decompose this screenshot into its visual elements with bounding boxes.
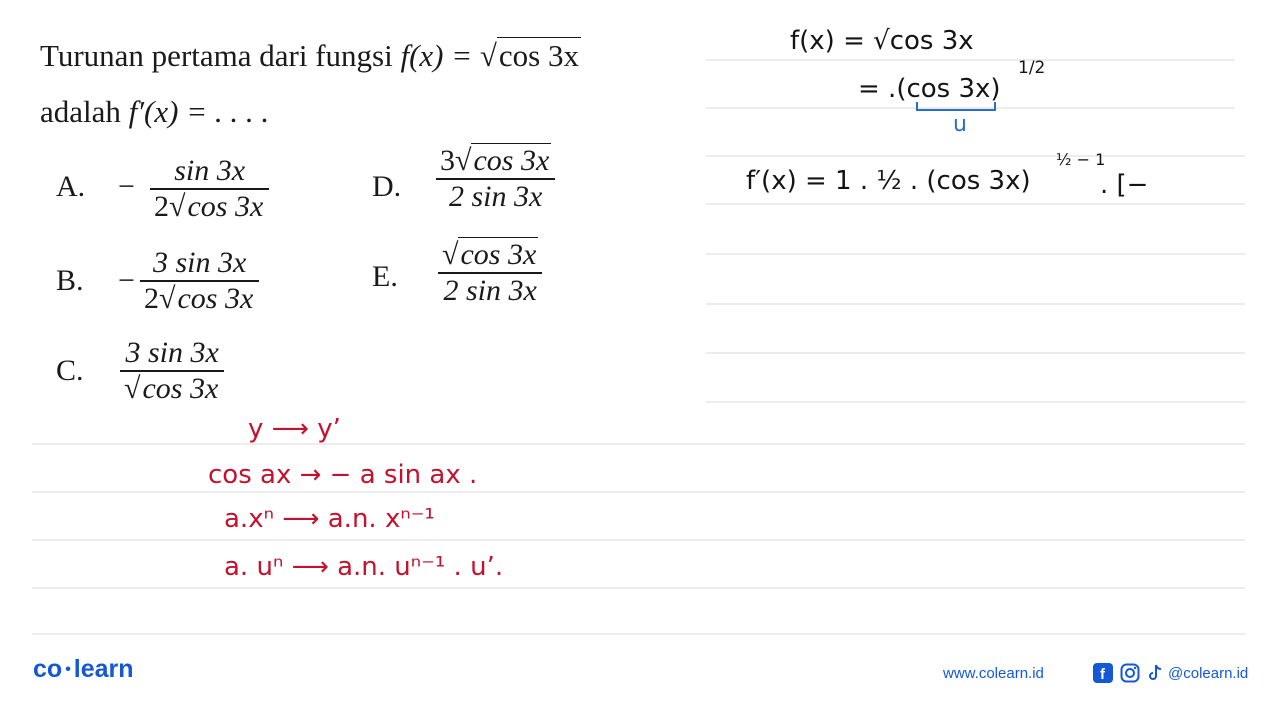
option-d-fraction: 3√cos 3x 2 sin 3x [436, 144, 555, 214]
option-a-numerator: sin 3x [174, 154, 246, 187]
option-d-num-radicand: cos 3x [473, 144, 550, 177]
question-line-2 [40, 94, 269, 130]
option-e-fraction: √cos 3x 2 sin 3x [438, 238, 542, 308]
option-b-den-coef: 2 [144, 281, 159, 315]
option-b-numerator: 3 sin 3x [152, 246, 247, 279]
option-d-letter: D. [372, 170, 402, 203]
question-text: Turunan pertama dari fungsi [40, 38, 393, 73]
solution-line-1: f(x) = √cos 3x [790, 26, 974, 56]
option-a-letter: A. [56, 170, 86, 203]
option-b-fraction: 3 sin 3x 2√cos 3x [140, 246, 259, 316]
option-c-den-radicand: cos 3x [142, 371, 219, 405]
solution-line-3-exponent: ½ − 1 [1056, 150, 1106, 169]
tiktok-icon[interactable] [1146, 663, 1166, 683]
rule-2: cos ax → − a sin ax . [208, 460, 478, 490]
substitution-u-label: u [953, 112, 967, 137]
function-definition: f(x) = [400, 38, 480, 73]
option-d-num-coef: 3 [440, 144, 455, 177]
colearn-logo: co • learn [33, 655, 134, 683]
svg-text:f: f [1100, 666, 1105, 683]
solution-line-2-exponent: 1/2 [1018, 58, 1046, 78]
option-e-denominator: 2 sin 3x [443, 273, 537, 307]
option-c-fraction: 3 sin 3x √cos 3x [120, 336, 224, 406]
function-radicand: cos 3x [498, 38, 579, 73]
solution-line-2: = .(cos 3x) [858, 74, 1001, 104]
option-c-numerator: 3 sin 3x [125, 336, 219, 369]
instagram-icon[interactable] [1120, 663, 1140, 683]
solution-line-3-tail: . [− [1100, 170, 1149, 200]
option-e-letter: E. [372, 260, 398, 293]
social-handle[interactable]: @colearn.id [1168, 665, 1249, 682]
question-line-1: Turunan pertama dari fungsi f(x) = √cos 3x [40, 38, 579, 73]
facebook-icon[interactable] [1093, 663, 1113, 683]
option-a-sign: − [118, 170, 135, 203]
rule-3: a.xⁿ ⟶ a.n. xⁿ⁻¹ [224, 504, 435, 534]
option-e-num-radicand: cos 3x [460, 238, 537, 271]
logo-left: co [33, 655, 63, 683]
website-link[interactable]: www.colearn.id [943, 665, 1044, 682]
option-d-denominator: 2 sin 3x [448, 179, 543, 213]
solution-line-3: f′(x) = 1 . ½ . (cos 3x) [746, 166, 1031, 196]
option-b-letter: B. [56, 264, 84, 297]
derivative-prompt: f′(x) = . . . . [128, 94, 270, 129]
rule-4: a. uⁿ ⟶ a.n. uⁿ⁻¹ . u’. [224, 552, 504, 582]
question-text-2: adalah [40, 94, 121, 129]
option-a-fraction: sin 3x 2√cos 3x [150, 154, 269, 224]
option-a-den-radicand: cos 3x [187, 189, 264, 223]
option-b-sign: − [118, 264, 135, 297]
rule-1: y ⟶ y’ [248, 414, 341, 444]
logo-right: learn [73, 655, 134, 683]
option-c-letter: C. [56, 354, 84, 387]
option-a-den-coef: 2 [154, 189, 169, 223]
option-b-den-radicand: cos 3x [177, 281, 254, 315]
